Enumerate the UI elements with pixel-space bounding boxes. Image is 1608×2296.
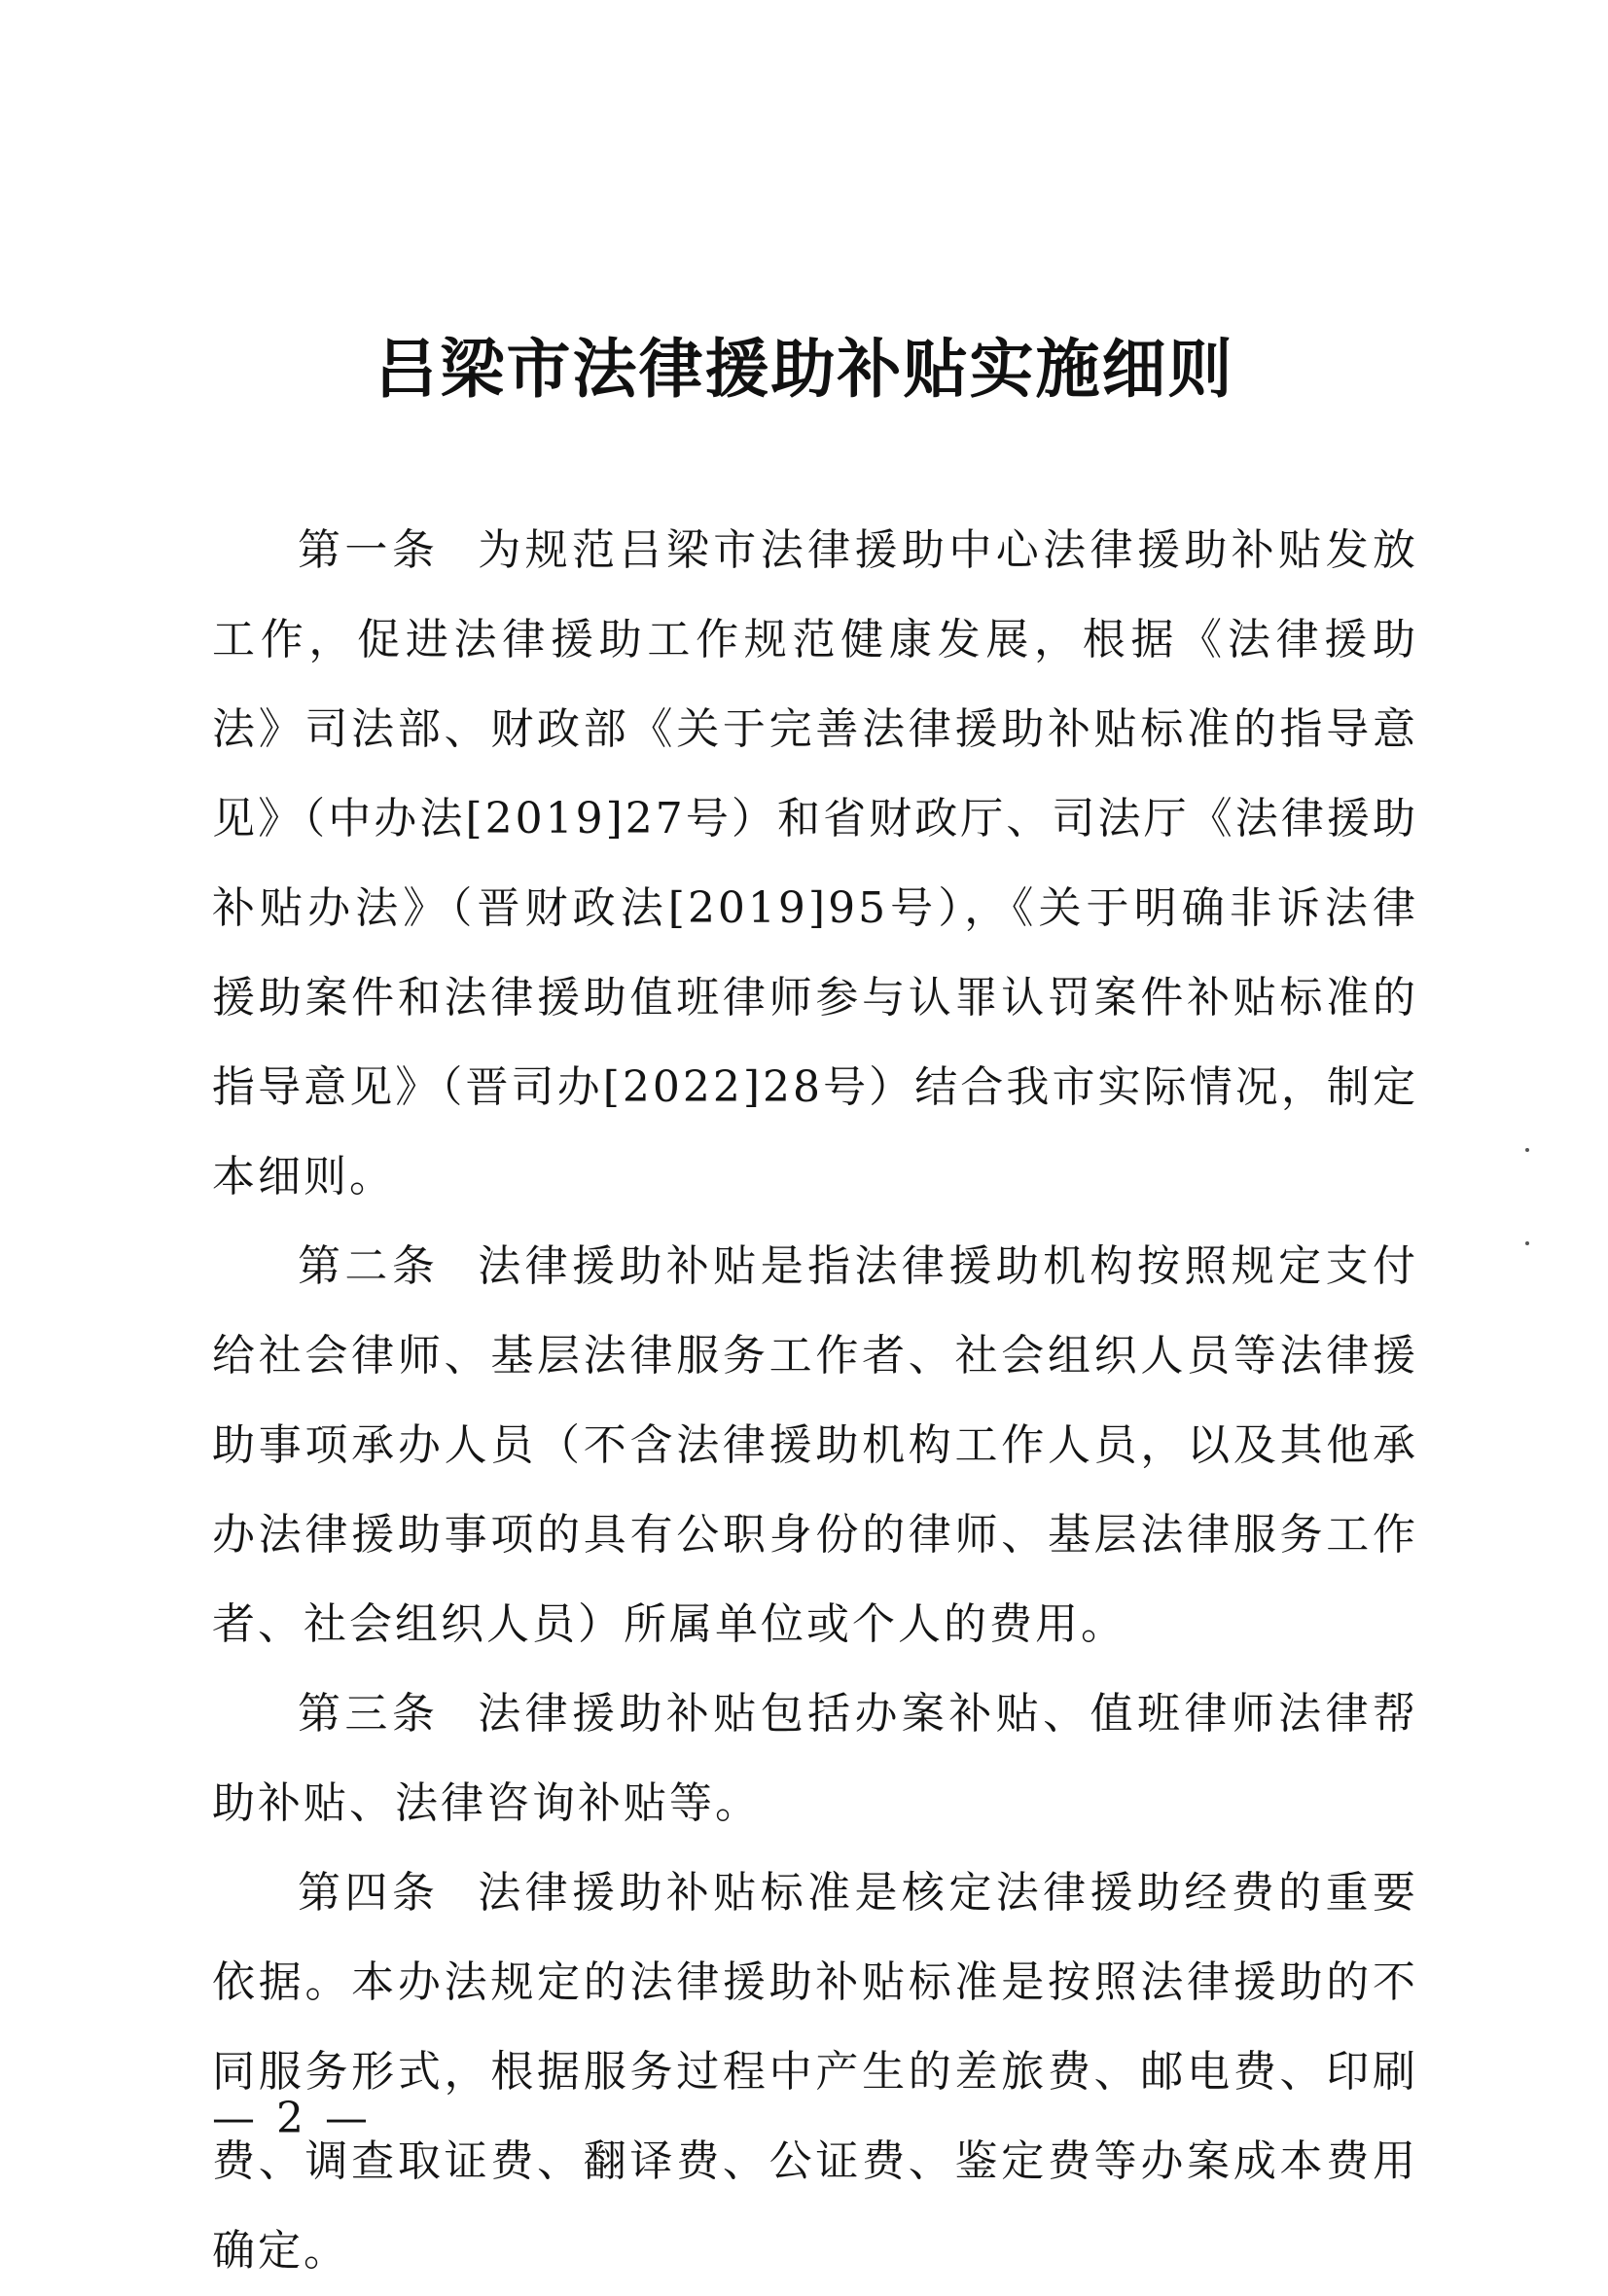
article-1-paragraph — [212, 506, 1418, 1222]
article-3-number: 第三条 — [298, 1689, 440, 1739]
article-3-text: 法律援助补贴包括办案补贴、值班律师法律帮助补贴、法律咨询补贴等。 — [212, 1689, 1419, 1828]
article-4-paragraph — [212, 1848, 1418, 2296]
scan-speck — [1525, 1241, 1529, 1245]
article-3-paragraph — [212, 1669, 1418, 1848]
document-body — [212, 506, 1418, 2296]
article-4-number: 第四条 — [298, 1868, 440, 1918]
article-1-text: 为规范吕梁市法律援助中心法律援助补贴发放工作，促进法律援助工作规范健康发展，根据《法律援助法》司法部、财政部《关于完善法律援助补贴标准的指导意见》（中办法[2019]27号）和省财政厅、司法厅《法律援助补贴办法》（晋财政法[2019]95号），《关于明确非诉法律援助案件和法律援助值班律师参与认罪认罚案件补贴标准的指导意见》（晋司办[2022]28号）结合我市实际情况，制定本细则。 — [212, 525, 1419, 1202]
page-number: — 2 — — [212, 2094, 372, 2143]
article-2-paragraph — [212, 1222, 1418, 1669]
article-2-number: 第二条 — [298, 1241, 440, 1291]
article-1-number: 第一条 — [298, 525, 440, 575]
document-title: 吕梁市法律援助补贴实施细则 — [374, 331, 1234, 408]
scan-speck — [1525, 1148, 1529, 1152]
article-4-text: 法律援助补贴标准是核定法律援助经费的重要依据。本办法规定的法律援助补贴标准是按照法律援助的不同服务形式，根据服务过程中产生的差旅费、邮电费、印刷费、调查取证费、翻译费、公证费、鉴定费等办案成本费用确定。 — [212, 1868, 1419, 2276]
article-2-text: 法律援助补贴是指法律援助机构按照规定支付给社会律师、基层法律服务工作者、社会组织人员等法律援助事项承办人员（不含法律援助机构工作人员，以及其他承办法律援助事项的具有公职身份的律师、基层法律服务工作者、社会组织人员）所属单位或个人的费用。 — [212, 1241, 1419, 1649]
